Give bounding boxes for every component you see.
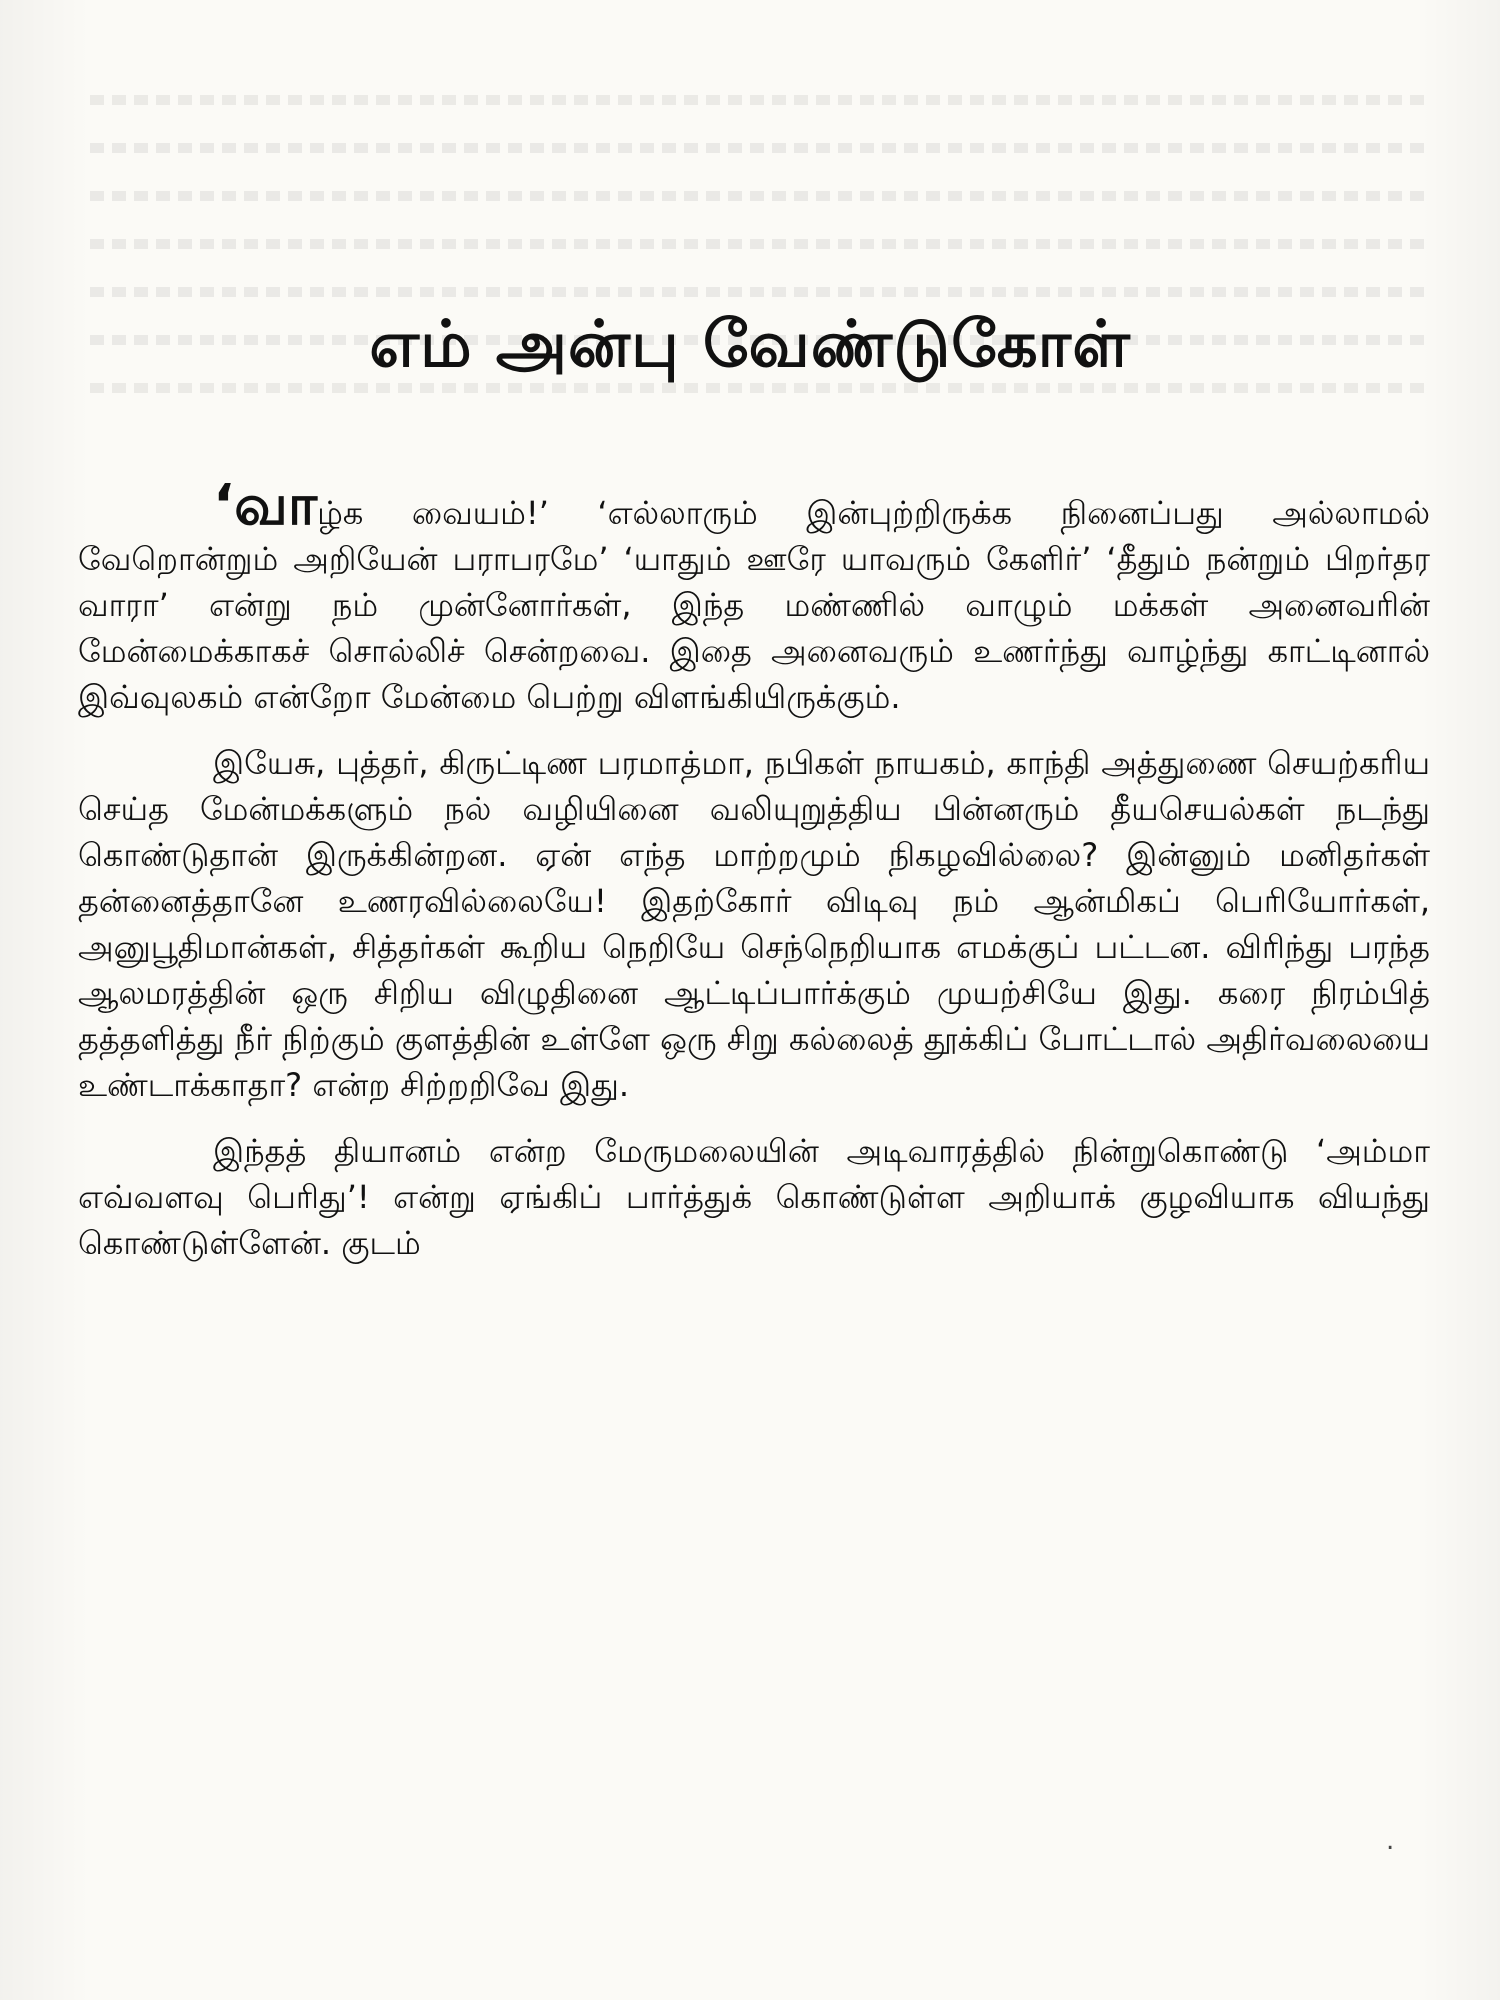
paragraph-3-text: இந்தத் தியானம் என்ற மேருமலையின் அடிவாரத்தில் நின்றுகொண்டு ‘அம்மா எவ்வளவு பெரிது’! என்று ஏங்கிப் பார்த்துக் கொண்டுள்ள அறியாக் குழவியாக வியந்து கொண்டுள்ளேன். குடம் <box>78 1132 1430 1262</box>
page-mark: . <box>1386 1826 1395 1856</box>
page-title: எம் அன்பு வேண்டுகோள் <box>369 308 1131 382</box>
paragraph-1 <box>78 473 1431 720</box>
paragraph-2-text: இயேசு, புத்தர், கிருட்டிண பரமாத்மா, நபிகள் நாயகம், காந்தி அத்துணை செயற்கரிய செய்த மேன்மக்களும் நல் வழியினை வலியுறுத்திய பின்னரும் தீயசெயல்கள் நடந்து கொண்டுதான் இருக்கின்றன. ஏன் எந்த மாற்றமும் நிகழவில்லை? இன்னும் மனிதர்கள் தன்னைத்தானே உணரவில்லையே! இதற்கோர் விடிவு நம் ஆன்மிகப் பெரியோர்கள், அனுபூதிமான்கள், சித்தர்கள் கூறிய நெறியே செந்நெறியாக எமக்குப் பட்டன. விரிந்து பரந்த ஆலமரத்தின் ஒரு சிறிய விழுதினை ஆட்டிப்பார்க்கும் முயற்சியே இது. கரை நிரம்பித் தத்தளித்து நீர் நிற்கும் குளத்தின் உள்ளே ஒரு சிறு கல்லைத் தூக்கிப் போட்டால் அதிர்வலையை உண்டாக்காதா? என்ற சிற்றறிவே இது. <box>78 744 1431 1104</box>
paragraph-1-text: ழ்க வையம்!’ ‘எல்லாரும் இன்புற்றிருக்க நினைப்பது அல்லாமல் வேறொன்றும் அறியேன் பராபரமே’ ‘யாதும் ஊரே யாவரும் கேளிர்’ ‘தீதும் நன்றும் பிறர்தர வாரா’ என்று நம் முன்னோர்கள், இந்த மண்ணில் வாழும் மக்கள் அனைவரின் மேன்மைக்காகச் சொல்லிச் சென்றவை. இதை அனைவரும் உணர்ந்து வாழ்ந்து காட்டினால் இவ்வுலகம் என்றோ மேன்மை பெற்று விளங்கியிருக்கும். <box>78 494 1431 716</box>
paragraph-2 <box>78 740 1430 1108</box>
body-text <box>78 473 1431 1286</box>
dropcap: ‘வா <box>213 473 318 538</box>
paragraph-3 <box>78 1128 1430 1266</box>
